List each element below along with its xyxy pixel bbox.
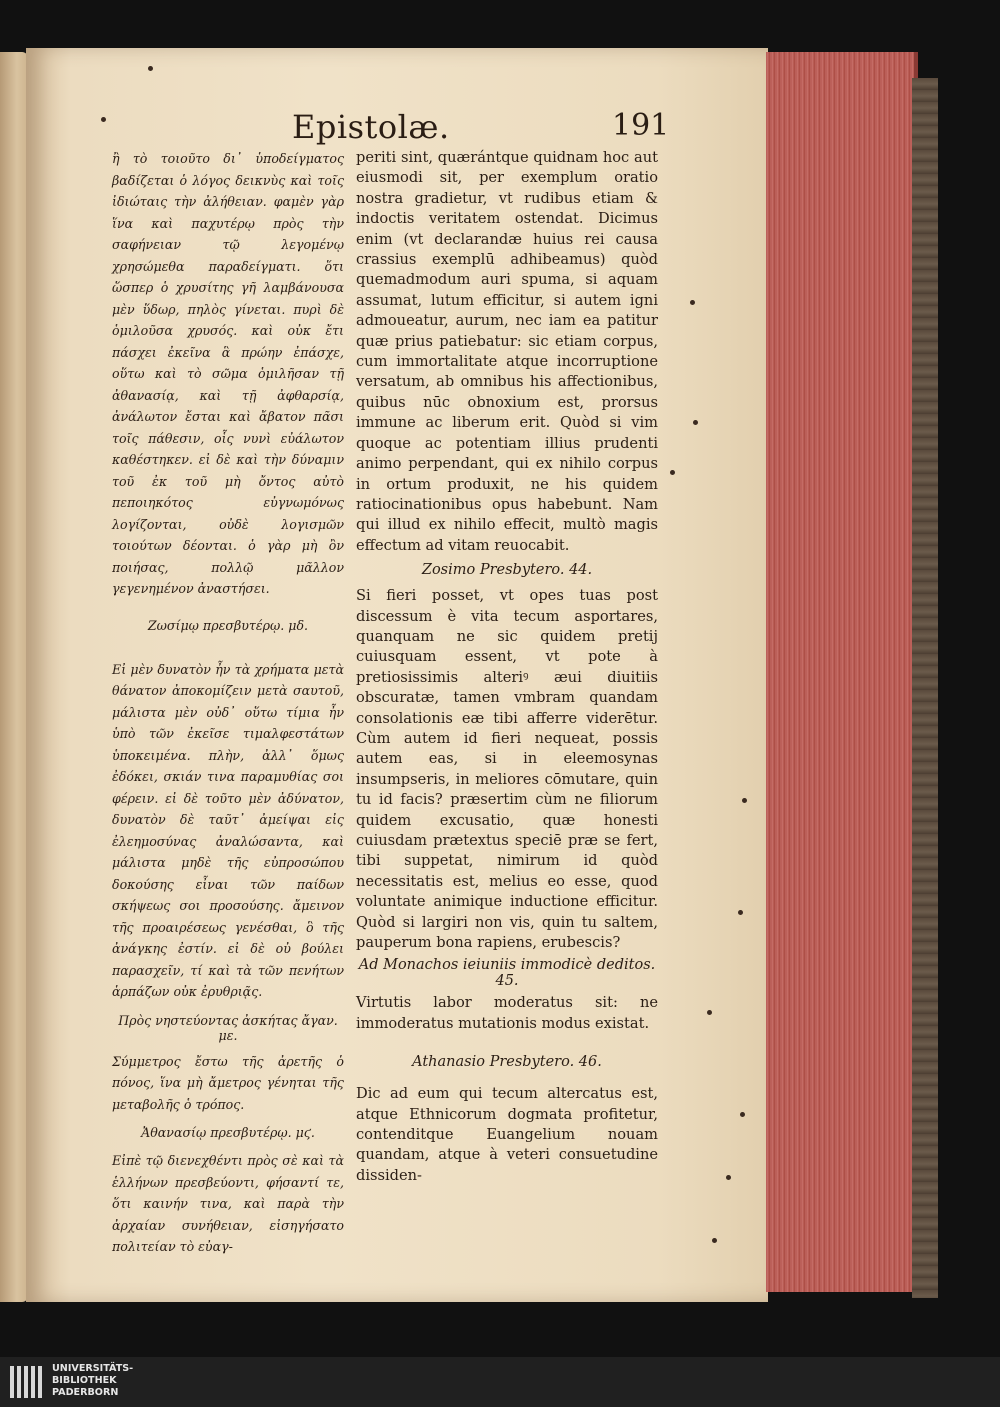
- page-number: 191: [612, 108, 670, 143]
- latin-letter-heading: Zosimo Presbytero. 44.: [421, 562, 593, 579]
- latin-paragraph: periti sint, quærántque quidnam hoc aut eiusmodi sit, per exemplum oratio nostra gradietur, vt rudibus etiam & indoctis veritatem ostendat. Dicimus enim (vt declarandæ huius rei causa crassius exemplū adhibeamus) quòd quemadmodum auri spuma, si aquam assumat, lutum efficitur, si autem igni admoueatur, aurum, nec iam ea patitur quæ prius patiebatur: sic etiam corpus, cum immortalitate atque incorruptione versatum, ab omnibus his affectionibus, quibus nūc obnoxium est, prorsus immune ac liberum erit. Quòd si vim quoque ac potentiam illius prudenti animo perpendant, qui ex nihilo corpus in ortum produxit, ne his quidem ratiocinationibus opus habebunt. Nam qui illud ex nihilo effecit, multò magis effectum ad vitam reuocabit.: [356, 149, 658, 554]
- greek-paragraph: ἢ τὸ τοιοῦτο δι᾽ ὑποδείγματος βαδίζεται ὁ λόγος δεικνὺς καὶ τοῖς ἰδιώταις τὴν ἀλήθειαν. φαμὲν γὰρ ἵνα καὶ παχυτέρῳ πρὸς τὴν σαφήνειαν τῷ λεγομένῳ χρησώμεθα παραδείγματι. ὅτι ὥσπερ ὁ χρυσίτης γῆ λαμβάνουσα μὲν ὕδωρ, πηλὸς γίνεται. πυρὶ δὲ ὁμιλοῦσα χρυσός. καὶ οὐκ ἔτι πάσχει ἐκεῖνα ἃ πρώην ἐπάσχε, οὕτω καὶ τὸ σῶμα ὁμιλῆσαν τῇ ἀθανασίᾳ, καὶ τῇ ἀφθαρσίᾳ, ἀνάλωτον ἔσται καὶ ἄβατον πᾶσι τοῖς πάθεσιν, οἷς νυνὶ εὐάλωτον καθέστηκεν. εἰ δὲ καὶ τὴν δύναμιν τοῦ ἐκ τοῦ μὴ ὄντος αὐτὸ πεποιηκότος εὐγνωμόνως λογίζονται, οὐδὲ λογισμῶν τοιούτων δέονται. ὁ γὰρ μὴ ὂν ποιήσας, πολλῷ μᾶλλον γεγενημένον ἀναστήσει.: [112, 151, 344, 596]
- running-title: Epistolæ.: [292, 108, 450, 146]
- library-name-line: PADERBORN: [52, 1387, 119, 1399]
- greek-paragraph: Εἰ μὲν δυνατὸν ἦν τὰ χρήματα μετὰ θάνατον ἀποκομίζειν μετὰ σαυτοῦ, μάλιστα μὲν οὐδ᾽ οὕτω τίμια ἦν ὑπὸ τῶν ἐκεῖσε τιμαλφεστάτων ὑποκειμένα. πλὴν, ἀλλ᾽ ὅμως ἐδόκει, σκιάν τινα παραμυθίας σοι φέρειν. εἰ δὲ τοῦτο μὲν ἀδύνατον, δυνατὸν δὲ ταῦτ᾽ ἀμείψαι εἰς ἐλεημοσύνας ἀναλώσαντα, καὶ μάλιστα μηδὲ τῆς εὐπροσώπου δοκούσης εἶναι τῶν παίδων σκήψεως σοι προσούσης. ἄμεινον τῆς προαιρέσεως γενέσθαι, ὃ τῆς ἀνάγκης ἐστίν. εἰ δὲ οὐ βούλει παρασχεῖν, τί καὶ τὰ τῶν πενήτων ἁρπάζων οὐκ ἐρυθριᾷς.: [112, 661, 344, 999]
- facing-page-edge: [0, 52, 28, 1302]
- latin-paragraph: Virtutis labor moderatus sit: ne immoderatus mutationis modus existat.: [356, 994, 658, 1032]
- page-block-edge: [766, 52, 918, 1292]
- greek-paragraph: Σύμμετρος ἔστω τῆς ἀρετῆς ὁ πόνος, ἵνα μὴ ἄμετρος γένηται τῆς μεταβολῆς ὁ τρόπος.: [112, 1053, 344, 1112]
- greek-column: [112, 148, 344, 1258]
- greek-letter-heading: Ζωσίμῳ πρεσβυτέρῳ. μδ.: [147, 617, 309, 633]
- latin-paragraph: Si fieri posset, vt opes tuas post discessum è vita tecum asportares, quanquam ne sic quidem pretij cuiusquam essent, vt pote à pretiosissimis alteriꝰ æui diuitiis obscuratæ, tamen vmbram quandam consolationis eæ tibi afferre viderētur. Cùm autem id fieri nequeat, possis autem eas, si in eleemosynas insumpseris, in meliores cōmutare, quin tu id facis? præsertim cùm ne filiorum quidem excusatio, quæ honesti cuiusdam prætextus speciē præ se fert, tibi suppetat, nimirum id quòd necessitatis est, melius eo esse, quod voluntate animique inductione efficitur. Quòd si largiri non vis, quin tu saltem, pauperum bona rapiens, erubescis?: [356, 587, 658, 952]
- book-cover: [912, 78, 938, 1298]
- greek-letter-heading: Πρὸς νηστεύοντας ἀσκήτας ἄγαν. με.: [118, 1012, 338, 1043]
- library-footer: [0, 1357, 1000, 1407]
- library-name: [52, 1363, 133, 1400]
- latin-letter-heading: Athanasio Presbytero. 46.: [412, 1054, 602, 1071]
- library-name-line: BIBLIOTHEK: [52, 1375, 117, 1387]
- latin-letter-heading: Ad Monachos ieiuniis immodicè deditos. 45.: [358, 957, 656, 990]
- greek-paragraph: Εἰπὲ τῷ διενεχθέντι πρὸς σὲ καὶ τὰ ἑλλήνων πρεσβεύοντι, φήσαντί τε, ὅτι καινήν τινα, καὶ παρὰ τὴν ἀρχαίαν συνήθειαν, εἰσηγήσατο πολιτείαν τὸ εὐαγ-: [112, 1153, 344, 1254]
- greek-letter-heading: Ἀθανασίῳ πρεσβυτέρῳ. μϛ.: [141, 1125, 315, 1140]
- library-name-line: UNIVERSITÄTS-: [52, 1363, 134, 1374]
- latin-paragraph: Dic ad eum qui tecum altercatus est, atque Ethnicorum dogmata profitetur, contenditque Euangelium nouam quandam, atque à veteri consuetudine dissiden-: [356, 1085, 658, 1184]
- library-logo-icon: [10, 1366, 48, 1398]
- latin-column: [356, 148, 658, 1186]
